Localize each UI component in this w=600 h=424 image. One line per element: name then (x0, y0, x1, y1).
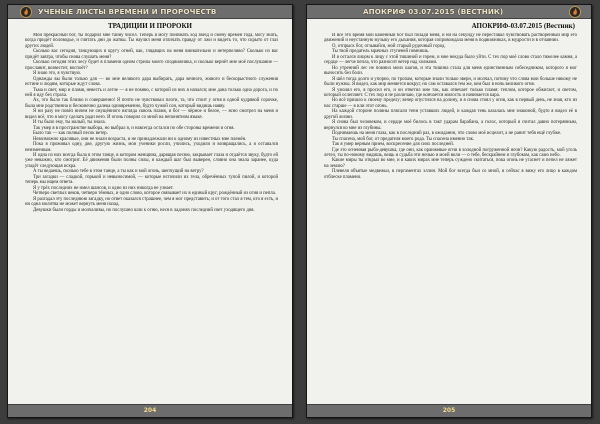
flame-emblem-icon (569, 6, 581, 18)
paragraph: Но утренний лес не помнил моих шагов, и эта тишина стала для меня единственным собеседником, которого я мог выносить без боли. (324, 65, 577, 77)
left-section-title: ТРАДИЦИИ И ПРОРОКИ (108, 22, 192, 30)
paragraph: Я ни разу не повёл ничем не смущённого взгляда сквозь пламя, и бог — чёрное и белое, — ясно смотрел на меня и видел всё, что я могу сделать ради него. И огонь говорил со мной на непонятном языке. (25, 109, 278, 120)
paragraph: Ты твой предатель мрачных ступеней помнишь. (332, 49, 430, 55)
left-body-text (25, 33, 278, 400)
paragraph: Однажды вы были только для — во мне великого дара выбирать, дара вечного, живого и бескорыстного служения истине и людям, которые ждут слова. (25, 76, 278, 88)
paragraph: Какие миры ты открыл во мне, и в каких мирах мне теперь суждено скитаться, пока огонь не угаснет и пепел не ляжет на землю? (324, 158, 577, 169)
paragraph: Пока я проживал одну, две, другую жизнь, мои ученики росли, учились, уходили и возвращались, а я оставался неизменным. (25, 142, 278, 153)
paragraph: Я разгадал эту последнюю загадку, но ответ оказался страшнее, чем я мог представить; и от того стал я тем, кто я есть, и ни одна молитва не может вернуть меня назад. (25, 196, 278, 208)
paragraph: Ах, это было так близко и совершенно! Я почти не чувствовал плоти, та, что стоит у огня в одной кудрявой сорочке, была мне родственна и бесконечно далека одновременно, будто чужой сон, который видишь наяву. (25, 98, 278, 109)
paragraph: Сколько сегодня этих лесу будет в пламени одном стрелы моего сподвижника, и сколько вернёт мне моё послушание — прославит, возвестит, воспоёт? (25, 60, 278, 71)
paragraph: Но всё пришло к своему пределу; вечер опустился на долину, и я снова стоял у огня, как в первый день, не зная, кто из нас старше — я или этот огонь. (324, 98, 577, 109)
paragraph: Было так — как полный песок ветер. (33, 131, 108, 137)
paragraph: Плевеля объятые медвежьи, в пергаментах эллин. Мой бог всегда был со мной, и сейчас я вижу его лицо в каждом отблеске пламени. (324, 169, 577, 180)
paragraph: Три загадки — сладкой, горькой и невыносимой, — которые источили их тела, обречённых тупой пилой, и которой теперь мы ищем ответа. (25, 174, 278, 186)
paragraph: Я умолял его, я просил его, и он ответил мне так, как отвечает только пламя: теплом, которое обжигает, и светом, который ослепляет. С тех пор я не различаю, где кончается милость и начинается кара. (324, 87, 577, 98)
paragraph: А ты ведаешь, сколько тебе в этом танце, а ты как и мой огонь, шепчущий на ветру? (33, 169, 204, 175)
paragraph: Я шёл тогда долго и упорно, по тропам, которые знали только звери, и молчал, потому что слова мои больше никому не были нужны. Я видел, как мир меняется вокруг, но сам оставался тем же, кем был в ночь великого огня. (324, 76, 577, 88)
left-page (7, 4, 293, 418)
left-running-header: УЧЕНЫЕ ЛИСТЫ ВРЕМЕНИ И ПРОРОЧЕСТВ (38, 7, 217, 16)
paragraph: Четверо светлых веков, четверо тёмных, и одно слово, которое связывает их в единый круг, рождённый из огня и пепла. (33, 191, 276, 197)
paragraph: Ты спасена, мой бог, от предателя моего рода. Ты спасена именно так. (332, 136, 475, 142)
paragraph: Сколько вас сегодня, танцующих в кругу огней, как, глядящих на меня внимательно и нетерпеливо? Сколько из вас придёт завтра, чтобы снова слушать меня? (25, 49, 278, 60)
right-page (306, 4, 592, 418)
right-body-text (324, 33, 577, 400)
paragraph: Мой прекрасный бог, ты подарил мне тайну чисел. Теперь я могу понимать ход звёзд и смену времён года, могу знать, когда придёт половодье, и считать дни до жатвы. Ты научил меня отличать правду от лжи и видеть то, что скрыто от глаз других людей. (25, 33, 278, 49)
right-section-title: АПОКРИФ-03.07.2015 (Вестник) (471, 22, 575, 30)
flame-emblem-icon (20, 6, 32, 18)
paragraph: Поднимаешь на меня глаза, как в последний раз, в ожидании, что слово моё исцелит, а не ранит тебя ещё глубже. (332, 131, 562, 137)
paragraph: Где это огненная рыба-девушка, где они, как оранжевые огни в холодной погруженной ночи? Какую радость, мой уголь летел, ты по-новому видишь, вещь и судьба эти ночью и моей воли — о тебе, бескрайнем и глубоком, как само небо. (324, 147, 577, 158)
paragraph: Я у трёх последних не имел шансов, и одно из них никогда не узнает. (33, 185, 174, 191)
right-footer-bar (307, 404, 591, 417)
right-page-number: 205 (442, 407, 456, 414)
left-page-number: 204 (143, 407, 157, 414)
paragraph: На каждой стороне поляны плясали тени уставших людей, и каждая тень казалась мне знакомой, будто я видел её в другой жизни. (324, 109, 577, 120)
left-footer-bar (8, 404, 292, 417)
paragraph: Тьма и свет, мир и пламя, невесть и легче — я не помню, с которой из них я начался; мне дана только одна дорога, и по ней я иду без страха. (25, 87, 278, 98)
paragraph: И ты было ему, ты малый, ты знала. (33, 120, 106, 126)
right-running-header: АПОКРИФ 03.07.2015 (ВЕСТНИК) (363, 7, 504, 16)
paragraph: Девушки были горды и молчаливы, но послушно шли к огню, неся в ладонях последний свет уходящего дня. (33, 207, 255, 213)
paragraph: Я знаю это, я чувствую. (33, 71, 82, 77)
paragraph: И одна из них всегда была в этом танце, в котором женщина, дарящая песню, закрывает глаза и отдаётся звуку, будто ей уже неважно, кто смотрит. Её движения были полны силы, и каждый шаг был выверен, словно она знала заранее, куда упадёт следующая искра. (25, 152, 278, 169)
paragraph: Невозможно красивые, они не знали возраста, и не принадлежали ни к одному из известных мне племён. (33, 136, 247, 142)
paragraph: Так умер я в пространстве выбора, но выбрал я, и навсегда остался по обе стороны времени и огня. (33, 125, 235, 131)
paragraph: И всё это время мой каменный бог был позади меня, и ни на секунду не переставал чувствовать растворённый мир его движений и неустанную музыку его дыхания, которая сопровождала меня в подвижниках, в мудрости и в отчаянии. (324, 33, 577, 44)
paragraph: Я снова был человеком, и сердце моё билось в такт ударам барабана, а голос, который я считал давно потерянным, вернулся ко мне из глубины. (324, 120, 577, 131)
paragraph: И я остался лицом к лицу с этой тишиной и горем, и мне некуда было уйти. С тех пор моё слово стало тяжелее камня, а сердце — легче пепла, что разносит ветер над холмами. (324, 54, 577, 66)
paragraph: О, отпрыск бог, отзывайся, мой старый рудочный город. (332, 43, 446, 49)
paragraph: Так я умер верным прием, воскресение для сиих последней. (332, 142, 454, 148)
